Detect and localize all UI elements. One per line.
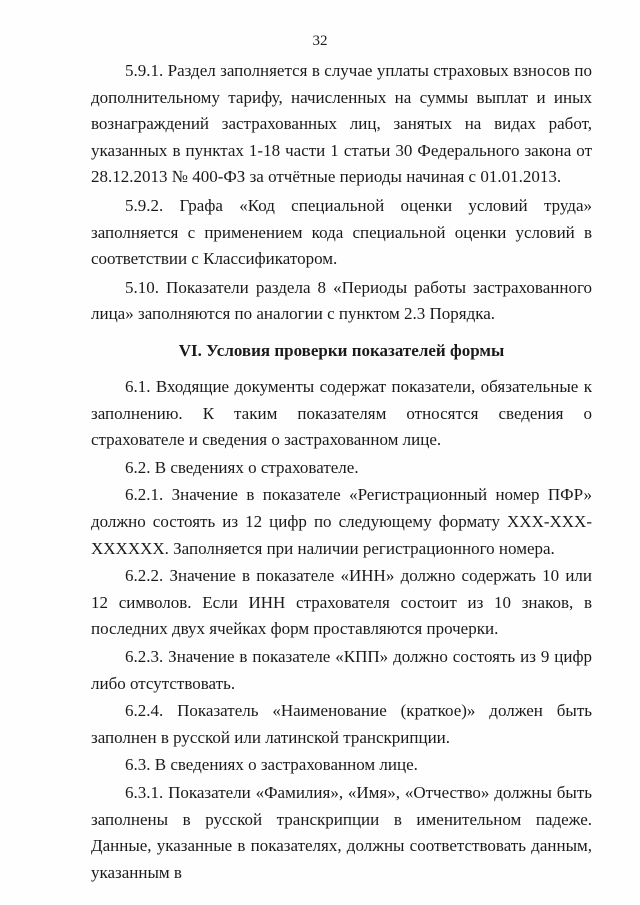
paragraph-6-3: 6.3. В сведениях о застрахованном лице. (125, 755, 418, 775)
paragraph-6-2-4: 6.2.4. Показатель «Наименование (краткое)» должен быть заполнен в русской или латинской транскрипции. (91, 701, 592, 747)
paragraph-5-9-2: 5.9.2. Графа «Код специальной оценки условий труда» заполняется с применением кода специальной оценки условий в соответствии с Классификатором. (91, 195, 592, 269)
paragraph-6-2: 6.2. В сведениях о страхователе. (125, 457, 359, 477)
bottom-text-block (91, 374, 592, 886)
paragraph-6-2-1: 6.2.1. Значение в показателе «Регистрационный номер ПФР» должно состоять из 12 цифр по следующему формату XXX-XXX-XXXXXX. Заполняется при наличии регистрационного номера. (91, 485, 592, 558)
page-number: 32 (312, 33, 328, 49)
paragraph-6-3-1: 6.3.1. Показатели «Фамилия», «Имя», «Отчество» должны быть заполнены в русской транскрипции в именительном падеже. Данные, указанные в показателях, должны соответствовать данным, указанным в (91, 782, 592, 882)
paragraph-6-2-2: 6.2.2. Значение в показателе «ИНН» должно содержать 10 или 12 символов. Если ИНН страхователя состоит из 10 знаков, в последних двух ячейках форм проставляются прочерки. (91, 566, 592, 639)
paragraph-5-10: 5.10. Показатели раздела 8 «Периоды работы застрахованного лица» заполняются по аналогии с пунктом 2.3 Порядка. (91, 277, 592, 324)
top-text-block (91, 58, 592, 328)
paragraph-6-1: 6.1. Входящие документы содержат показатели, обязательные к заполнению. К таким показателям относятся сведения о страхователе и сведения о застрахованном лице. (91, 377, 592, 450)
section-heading: VI. Условия проверки показателей формы (178, 341, 505, 360)
paragraph-5-9-1: 5.9.1. Раздел заполняется в случае уплаты страховых взносов по дополнительному тарифу, начисленных на суммы выплат и иных вознаграждений застрахованных лиц, занятых на видах работ, указанных в пунктах 1-18 части 1 статьи 30 Федерального закона от 28.12.2013 № 400-ФЗ за отчётные периоды начиная с 01.01.2013. (91, 61, 592, 187)
section-heading-block (91, 338, 592, 365)
paragraph-6-2-3: 6.2.3. Значение в показателе «КПП» должно состоять из 9 цифр либо отсутствовать. (91, 646, 592, 693)
